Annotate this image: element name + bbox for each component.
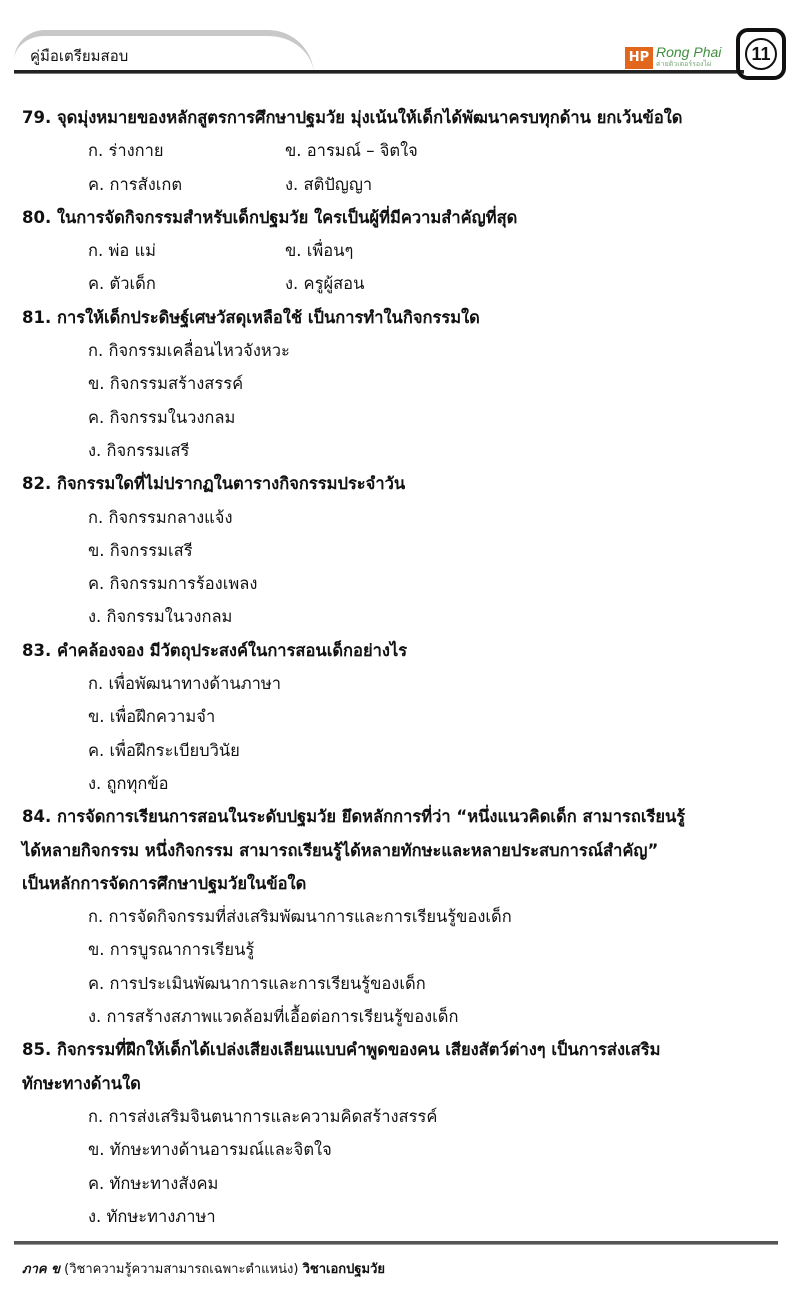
question-text: ได้หลายกิจกรรม หนึ่งกิจกรรม สามารถเรียนรู้ได้หลายทักษะและหลายประสบการณ์สำคัญ” (22, 840, 659, 860)
page-number: 11 (745, 38, 777, 70)
answer-option: ก. พ่อ แม่ (88, 241, 157, 261)
answer-option: ข. การบูรณาการเรียนรู้ (88, 940, 255, 960)
answer-option: ง. ครูผู้สอน (285, 274, 365, 294)
answer-option: ข. กิจกรรมสร้างสรรค์ (88, 374, 244, 394)
footer-part: ภาค ข (22, 1262, 60, 1277)
answer-option: ง. ทักษะทางภาษา (88, 1206, 216, 1226)
option-row (22, 134, 792, 167)
answer-option: ข. เพื่อฝึกความจำ (88, 707, 216, 727)
answer-option: ก. การส่งเสริมจินตนาการและความคิดสร้างสรรค์ (88, 1106, 438, 1126)
option-row (22, 168, 792, 201)
answer-option: ก. เพื่อพัฒนาทางด้านภาษา (88, 674, 281, 694)
answer-option: ค. กิจกรรมในวงกลม (88, 407, 236, 427)
question (22, 101, 792, 201)
answer-option: ก. การจัดกิจกรรมที่ส่งเสริมพัฒนาการและการเรียนรู้ของเด็ก (88, 907, 512, 927)
question (22, 1033, 792, 1233)
question-list (22, 101, 792, 1233)
logo-text: Rong Phai (656, 44, 722, 60)
answer-option: ค. การสังเกต (88, 174, 183, 194)
header-divider (14, 70, 744, 74)
answer-option: ค. เพื่อฝึกระเบียบวินัย (88, 740, 240, 760)
question (22, 201, 792, 301)
question-text: 80. ในการจัดกิจกรรมสำหรับเด็กปฐมวัย ใครเป็นผู้ที่มีความสำคัญที่สุด (22, 207, 518, 227)
question-text: 84. การจัดการเรียนการสอนในระดับปฐมวัย ยึดหลักการที่ว่า “หนึ่งแนวคิดเด็ก สามารถเรียนรู้ (22, 807, 686, 827)
answer-option: ค. ตัวเด็ก (88, 274, 156, 294)
question-text: ทักษะทางด้านใด (22, 1073, 141, 1093)
logo-mark: HP (625, 47, 653, 69)
option-row (22, 234, 792, 267)
question (22, 301, 792, 467)
answer-option: ข. เพื่อนๆ (285, 241, 354, 261)
question-text: 85. กิจกรรมที่ฝึกให้เด็กได้เปล่งเสียงเลียนแบบคำพูดของคน เสียงสัตว์ต่างๆ เป็นการส่งเสริม (22, 1040, 661, 1060)
option-row (22, 267, 792, 300)
answer-option: ง. กิจกรรมในวงกลม (88, 607, 233, 627)
answer-option: ง. กิจกรรมเสรี (88, 440, 190, 460)
answer-option: ง. การสร้างสภาพแวดล้อมที่เอื้อต่อการเรียนรู้ของเด็ก (88, 1007, 459, 1027)
footer (22, 1258, 385, 1279)
logo-subtext: ค่ายติวเตอร์รองไผ่ (656, 60, 712, 68)
logo (625, 45, 721, 70)
question-text: 82. กิจกรรมใดที่ไม่ปรากฏในตารางกิจกรรมประจำวัน (22, 474, 406, 494)
page-number-badge (736, 28, 786, 80)
question-text: 83. คำคล้องจอง มีวัตถุประสงค์ในการสอนเด็กอย่างไร (22, 640, 408, 660)
answer-option: ข. กิจกรรมเสรี (88, 540, 193, 560)
answer-option: ง. ถูกทุกข้อ (88, 773, 169, 793)
answer-option: ก. กิจกรรมเคลื่อนไหวจังหวะ (88, 341, 290, 361)
answer-option: ง. สติปัญญา (285, 174, 373, 194)
question-text: เป็นหลักการจัดการศึกษาปฐมวัยในข้อใด (22, 873, 307, 893)
question-text: 79. จุดมุ่งหมายของหลักสูตรการศึกษาปฐมวัย มุ่งเน้นให้เด็กได้พัฒนาครบทุกด้าน ยกเว้นข้อใด (22, 108, 683, 127)
answer-option: ก. ร่างกาย (88, 141, 164, 161)
footer-subject: วิชาเอกปฐมวัย (302, 1262, 386, 1277)
header-title: คู่มือเตรียมสอบ (30, 47, 129, 65)
question (22, 634, 792, 800)
answer-option: ข. ทักษะทางด้านอารมณ์และจิตใจ (88, 1140, 332, 1160)
answer-option: ค. การประเมินพัฒนาการและการเรียนรู้ของเด็ก (88, 973, 426, 993)
answer-option: ค. ทักษะทางสังคม (88, 1173, 219, 1193)
answer-option: ค. กิจกรรมการร้องเพลง (88, 574, 258, 594)
answer-option: ข. อารมณ์ – จิตใจ (285, 141, 418, 161)
answer-option: ก. กิจกรรมกลางแจ้ง (88, 507, 233, 527)
footer-divider (14, 1241, 778, 1245)
footer-subject-desc: (วิชาความรู้ความสามารถเฉพาะตำแหน่ง) (64, 1262, 299, 1277)
question-text: 81. การให้เด็กประดิษฐ์เศษวัสดุเหลือใช้ เป็นการทำในกิจกรรมใด (22, 307, 480, 327)
question (22, 467, 792, 633)
question (22, 800, 792, 1033)
